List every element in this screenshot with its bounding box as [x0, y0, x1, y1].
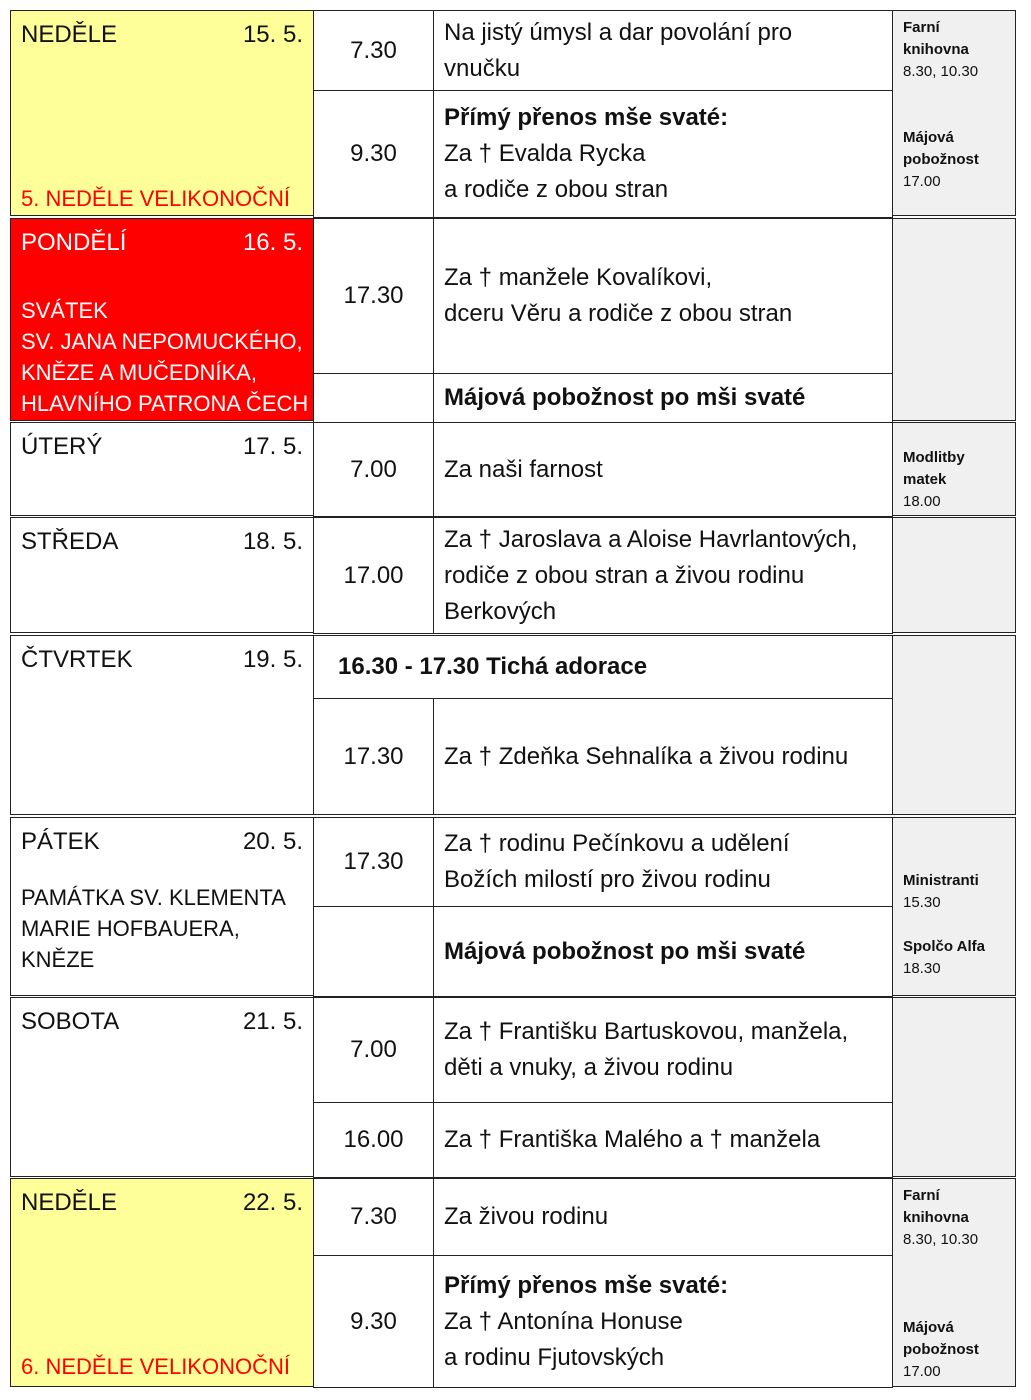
- mass-intention: [433, 817, 893, 907]
- mass-time: [313, 906, 434, 997]
- intention-content: [444, 739, 848, 775]
- mass-intention: [433, 1102, 893, 1178]
- side-events-cell: [892, 218, 1016, 421]
- mass-intention: [433, 517, 893, 634]
- mass-intention: [433, 373, 893, 423]
- mass-time: 16.00: [313, 1102, 434, 1178]
- intention-content: [444, 1014, 848, 1086]
- mass-intention: [433, 218, 893, 374]
- day-cell: [10, 10, 314, 216]
- side-event: [903, 447, 965, 513]
- day-date: 20. 5.: [242, 828, 303, 855]
- day-date: 17. 5.: [242, 433, 303, 460]
- mass-time: 7.30: [313, 1178, 434, 1256]
- intention-content: [444, 522, 858, 630]
- side-event-label: Modlitby matek: [903, 449, 965, 488]
- side-event: [903, 1185, 978, 1251]
- day-block: [10, 817, 1016, 996]
- day-name: NEDĚLE: [21, 21, 118, 48]
- side-events-cell: [892, 817, 1016, 996]
- side-event-label: Spolčo Alfa: [903, 938, 985, 955]
- mass-intention: [433, 1255, 893, 1388]
- mass-time: 9.30: [313, 1255, 434, 1388]
- mass-time: [313, 373, 434, 423]
- day-cell: [10, 517, 314, 633]
- day-date: 21. 5.: [242, 1008, 303, 1035]
- day-name: NEDĚLE: [21, 1189, 118, 1216]
- day-block: [10, 218, 1016, 421]
- intention-content: [444, 826, 790, 898]
- day-block: [10, 10, 1016, 216]
- intention-text: Na jistý úmysl a dar povolání pro vnučku: [444, 18, 793, 82]
- mass-intention: [433, 698, 893, 815]
- day-subtitle: 5. NEDĚLE VELIKONOČNÍ: [21, 186, 290, 211]
- intention-text: Za † manžele Kovalíkovi, dceru Věru a rodiče z obou stran: [444, 264, 793, 327]
- side-event-label: Májová pobožnost: [903, 129, 979, 168]
- mass-time: 7.00: [313, 997, 434, 1103]
- mass-intention: [433, 422, 893, 517]
- side-events-cell: [892, 997, 1016, 1177]
- day-block: [10, 422, 1016, 516]
- side-events-cell: [892, 10, 1016, 216]
- day-block: [10, 997, 1016, 1177]
- intention-heading: Přímý přenos mše svaté:: [444, 104, 729, 131]
- mass-intention: [433, 906, 893, 997]
- intention-text: Za živou rodinu: [444, 1203, 609, 1230]
- intention-text: Za † Zdeňka Sehnalíka a živou rodinu: [444, 742, 849, 770]
- side-event-time: 18.30: [903, 960, 941, 977]
- side-event-time: 8.30, 10.30: [903, 1231, 979, 1248]
- side-events-cell: [892, 422, 1016, 516]
- day-cell: [10, 817, 314, 996]
- side-events-cell: [892, 1178, 1016, 1387]
- intention-text: Májová pobožnost po mši svaté: [444, 937, 806, 965]
- day-subtitle: SVÁTEK SV. JANA NEPOMUCKÉHO, KNĚZE A MUČEDNÍKA, HLAVNÍHO PATRONA ČECH: [21, 298, 309, 416]
- mass-intention: [433, 10, 893, 91]
- mass-time: 17.30: [313, 817, 434, 907]
- mass-time: 7.30: [313, 10, 434, 91]
- intention-content: [444, 260, 792, 332]
- day-date: 19. 5.: [242, 646, 303, 673]
- intention-text: Za † Antonína Honuse a rodinu Fjutovských: [444, 1307, 683, 1371]
- intention-text: Za † Františku Bartuskovou, manžela, děti a vnuky, a živou rodinu: [444, 1018, 849, 1081]
- day-cell: [10, 218, 314, 421]
- day-block: [10, 1178, 1016, 1387]
- mass-time: 17.00: [313, 517, 434, 634]
- mass-time: 7.00: [313, 422, 434, 517]
- day-name: ČTVRTEK: [21, 646, 133, 673]
- side-event-label: Farní knihovna: [903, 19, 969, 58]
- intention-content: [444, 1268, 728, 1376]
- side-event: [903, 1317, 979, 1383]
- day-date: 22. 5.: [242, 1189, 303, 1216]
- mass-intention: [433, 90, 893, 218]
- intention-content: [444, 100, 728, 208]
- side-event: [903, 936, 985, 980]
- day-name: SOBOTA: [21, 1008, 120, 1035]
- intention-text: Za † Jaroslava a Aloise Havrlantových, rodiče z obou stran a živou rodinu Berkových: [444, 525, 858, 625]
- side-event: [903, 127, 979, 193]
- day-block: [10, 517, 1016, 633]
- side-events-cell: [892, 517, 1016, 633]
- intention-text: Májová pobožnost po mši svaté: [444, 384, 806, 411]
- day-name: PONDĚLÍ: [21, 229, 127, 256]
- intention-content: [444, 380, 805, 416]
- day-cell: [10, 997, 314, 1177]
- day-name: STŘEDA: [21, 528, 119, 555]
- intention-heading: Přímý přenos mše svaté:: [444, 1271, 729, 1299]
- mass-time: 9.30: [313, 90, 434, 218]
- mass-intention: [433, 997, 893, 1103]
- side-event: [903, 17, 978, 83]
- day-subtitle: PAMÁTKA SV. KLEMENTA MARIE HOFBAUERA, KNĚZE: [21, 885, 286, 972]
- adoration-row: 16.30 - 17.30 Tichá adorace: [313, 635, 893, 699]
- side-event: [903, 870, 979, 914]
- intention-content: [444, 934, 805, 970]
- day-cell: [10, 1178, 314, 1387]
- intention-content: [444, 1122, 820, 1158]
- day-date: 18. 5.: [242, 528, 303, 555]
- intention-content: [444, 15, 792, 87]
- mass-intention: [433, 1178, 893, 1256]
- side-event-label: Ministranti: [903, 872, 979, 889]
- day-name: ÚTERÝ: [21, 433, 103, 460]
- day-name: PÁTEK: [21, 828, 100, 855]
- side-event-time: 17.00: [903, 173, 941, 190]
- side-event-time: 8.30, 10.30: [903, 63, 979, 80]
- intention-text: Za † Františka Malého a † manžela: [444, 1126, 821, 1153]
- side-event-label: Farní knihovna: [903, 1187, 969, 1226]
- mass-time: 17.30: [313, 698, 434, 815]
- intention-content: [444, 1199, 608, 1235]
- intention-content: [444, 452, 603, 488]
- side-event-label: Májová pobožnost: [903, 1319, 979, 1358]
- day-subtitle: 6. NEDĚLE VELIKONOČNÍ: [21, 1354, 290, 1379]
- day-cell: [10, 635, 314, 815]
- side-event-time: 18.00: [903, 493, 941, 510]
- day-cell: [10, 422, 314, 516]
- day-date: 15. 5.: [242, 21, 303, 48]
- side-events-cell: [892, 635, 1016, 815]
- side-event-time: 17.00: [903, 1363, 941, 1380]
- mass-time: 17.30: [313, 218, 434, 374]
- intention-text: Za † rodinu Pečínkovu a udělení Božích milostí pro živou rodinu: [444, 830, 790, 893]
- day-block: [10, 635, 1016, 815]
- side-event-time: 15.30: [903, 894, 941, 911]
- day-date: 16. 5.: [242, 229, 303, 256]
- intention-text: Za † Evalda Rycka a rodiče z obou stran: [444, 140, 669, 203]
- intention-text: Za naši farnost: [444, 455, 603, 483]
